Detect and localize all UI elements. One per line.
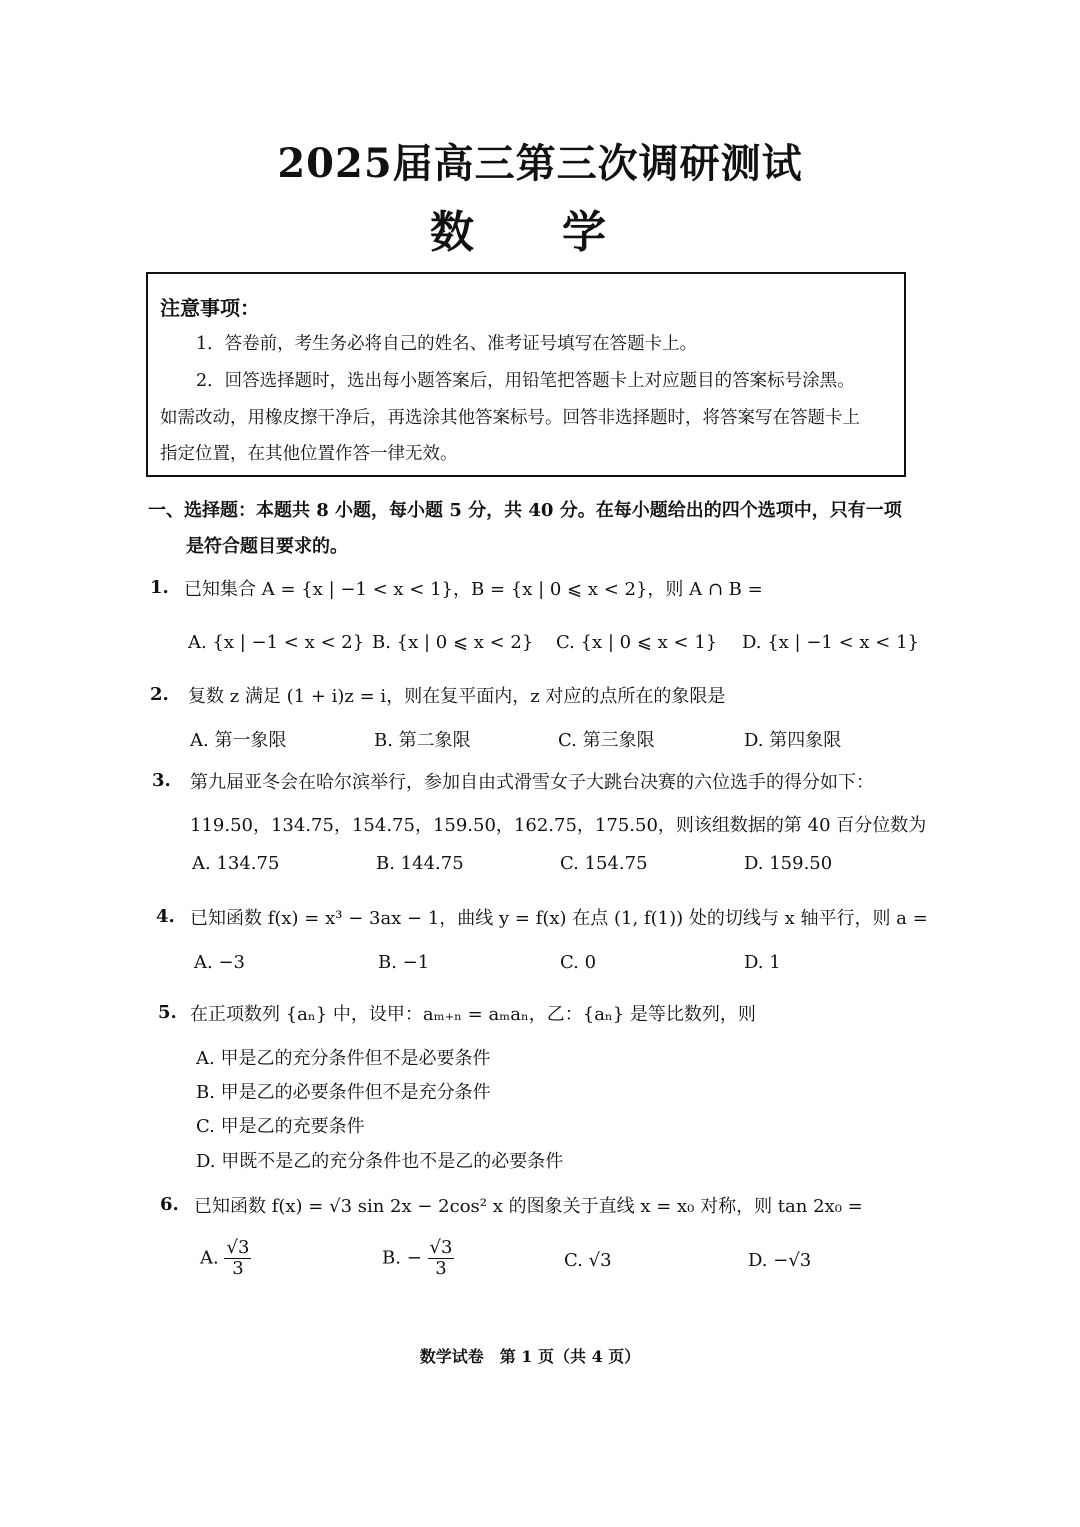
page-footer: 数学试卷 第 1 页（共 4 页）	[419, 1347, 641, 1366]
question-stem: 已知函数 f(x) = √3 sin 2x − 2cos² x 的图象关于直线 x = x₀ 对称，则 tan 2x₀ =	[194, 1196, 863, 1217]
question-number: 2.	[150, 684, 169, 705]
question-stem: 已知集合 A = {x | −1 < x < 1}，B = {x | 0 ⩽ x < 2}，则 A ∩ B =	[184, 579, 763, 600]
question-stem-cont: 119.50，134.75，154.75，159.50，162.75，175.50，则该组数据的第 40 百分位数为	[190, 815, 927, 836]
option-c: C. 154.75	[560, 853, 648, 874]
option-c: C. {x | 0 ⩽ x < 1}	[556, 632, 718, 653]
notice-item-2: 2．回答选择题时，选出每小题答案后，用铅笔把答题卡上对应题目的答案标号涂黑。	[196, 371, 855, 391]
option-label: A.	[200, 1247, 219, 1269]
section-heading: 一、选择题：本题共 8 小题，每小题 5 分，共 40 分。在每小题给出的四个选项中，只有一项	[148, 500, 902, 521]
question-number: 4.	[156, 906, 175, 927]
question-number: 6.	[160, 1194, 179, 1215]
notice-heading: 注意事项：	[160, 296, 260, 320]
exam-title: 2025届高三第三次调研测试	[277, 140, 803, 187]
question-stem: 第九届亚冬会在哈尔滨举行，参加自由式滑雪女子大跳台决赛的六位选手的得分如下：	[190, 772, 874, 793]
section-heading-cont: 是符合题目要求的。	[186, 536, 348, 557]
option-label: B.	[382, 1247, 401, 1269]
option-b: B. {x | 0 ⩽ x < 2}	[372, 632, 534, 653]
option-c: C. 甲是乙的充要条件	[196, 1116, 365, 1137]
option-value: −√3	[773, 1250, 812, 1271]
option-b: B. 甲是乙的必要条件但不是充分条件	[196, 1082, 491, 1103]
notice-item-2-end: 指定位置，在其他位置作答一律无效。	[160, 444, 458, 464]
option-d: D. 第四象限	[744, 730, 842, 751]
option-a	[200, 1238, 251, 1279]
option-b: B. 第二象限	[374, 730, 471, 751]
option-d: D. {x | −1 < x < 1}	[742, 632, 919, 653]
option-d: D. 1	[744, 952, 781, 973]
option-c	[564, 1250, 612, 1271]
fraction-denominator: 3	[435, 1257, 447, 1279]
option-d	[748, 1250, 811, 1271]
question-stem: 在正项数列 {aₙ} 中，设甲：aₘ₊ₙ = aₘaₙ，乙：{aₙ} 是等比数列，则	[190, 1004, 756, 1025]
subject-title: 数学	[430, 207, 694, 258]
option-label: C.	[564, 1250, 583, 1271]
notice-item-2-cont: 如需改动，用橡皮擦干净后，再选涂其他答案标号。回答非选择题时，将答案写在答题卡上	[160, 408, 860, 428]
question-number: 5.	[158, 1002, 177, 1023]
option-a: A. 甲是乙的充分条件但不是必要条件	[196, 1048, 491, 1069]
option-c: C. 0	[560, 952, 597, 973]
option-b: B. −1	[378, 952, 430, 973]
option-label: D.	[748, 1250, 768, 1271]
question-stem: 复数 z 满足 (1 + i)z = i，则在复平面内，z 对应的点所在的象限是	[188, 686, 726, 707]
question-stem: 已知函数 f(x) = x³ − 3ax − 1，曲线 y = f(x) 在点 (1, f(1)) 处的切线与 x 轴平行，则 a =	[190, 908, 928, 929]
option-a: A. 134.75	[192, 853, 280, 874]
fraction-numerator: √3	[226, 1237, 250, 1258]
fraction	[428, 1238, 455, 1279]
notice-item-1: 1．答卷前，考生务必将自己的姓名、准考证号填写在答题卡上。	[196, 334, 698, 354]
question-number: 1.	[150, 577, 169, 598]
option-a: A. −3	[194, 952, 245, 973]
option-b	[382, 1238, 454, 1279]
option-sign: −	[406, 1247, 422, 1269]
question-number: 3.	[152, 770, 171, 791]
fraction-numerator: √3	[429, 1237, 453, 1258]
option-d: D. 甲既不是乙的充分条件也不是乙的必要条件	[196, 1151, 564, 1172]
fraction	[224, 1238, 251, 1279]
option-a: A. 第一象限	[190, 730, 287, 751]
option-b: B. 144.75	[376, 853, 464, 874]
option-c: C. 第三象限	[558, 730, 655, 751]
option-a: A. {x | −1 < x < 2}	[188, 632, 365, 653]
option-value: √3	[588, 1250, 612, 1271]
fraction-denominator: 3	[232, 1257, 244, 1279]
option-d: D. 159.50	[744, 853, 833, 874]
